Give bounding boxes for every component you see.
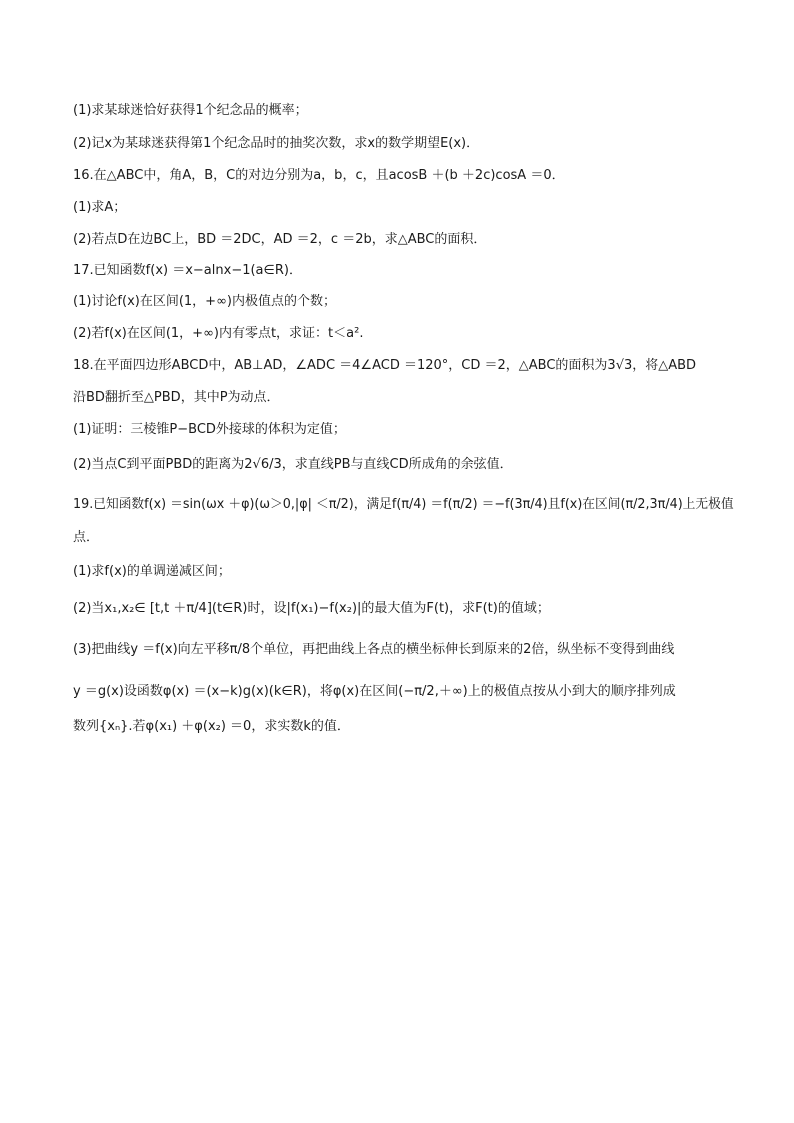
q16-stem: 16.在△ABC中，角A，B，C的对边分别为a，b，c，且acosB ＋(b ＋2c)cosA ＝0． <box>73 168 565 183</box>
q19-part3-line1: (3)把曲线y ＝f(x)向左平移π/8个单位，再把曲线上各点的横坐标伸长到原来的2倍，纵坐标不变得到曲线 <box>73 642 675 657</box>
q17-stem: 17.已知函数f(x) ＝x−alnx−1(a∈R)． <box>73 263 302 278</box>
q19-stem-line2: 点． <box>73 530 100 545</box>
q19-part1: (1)求f(x)的单调递减区间； <box>73 564 231 579</box>
q16-part1: (1)求A； <box>73 200 127 215</box>
q19-part3-line2: y ＝g(x)设函数φ(x) ＝(x−k)g(x)(k∈R)，将φ(x)在区间(−π/2,＋∞)上的极值点按从小到大的顺序排列成 <box>73 684 676 699</box>
q18-part2: (2)当点C到平面PBD的距离为2√6/3，求直线PB与直线CD所成角的余弦值． <box>73 457 513 472</box>
q17-part2: (2)若f(x)在区间(1，+∞)内有零点t，求证：t＜a². <box>73 326 364 341</box>
q18-part1: (1)证明：三棱锥P−BCD外接球的体积为定值； <box>73 422 346 437</box>
q17-part1: (1)讨论f(x)在区间(1，+∞)内极值点的个数； <box>73 294 336 309</box>
q18-stem-line2: 沿BD翻折至△PBD，其中P为动点． <box>73 390 280 405</box>
q16-part2: (2)若点D在边BC上，BD ＝2DC，AD ＝2，c ＝2b，求△ABC的面积． <box>73 232 487 247</box>
q19-part2: (2)当x₁,x₂∈ [t,t ＋π/4](t∈R)时，设|f(x₁)−f(x₂)|的最大值为F(t)，求F(t)的值域； <box>73 601 550 616</box>
q19-stem-line1: 19.已知函数f(x) ＝sin(ωx ＋φ)(ω＞0,|φ| ＜π/2)，满足f(π/4) ＝f(π/2) ＝−f(3π/4)且f(x)在区间(π/2,3π/4)上无极值 <box>73 497 734 512</box>
q15-part2: (2)记x为某球迷获得第1个纪念品时的抽奖次数，求x的数学期望E(x)． <box>73 136 480 151</box>
q19-part3-line3: 数列{xₙ}.若φ(x₁) ＋φ(x₂) ＝0，求实数k的值． <box>73 719 350 734</box>
q15-part1: (1)求某球迷恰好获得1个纪念品的概率； <box>73 103 308 118</box>
q18-stem-line1: 18.在平面四边形ABCD中，AB⊥AD，∠ADC ＝4∠ACD ＝120°，CD ＝2，△ABC的面积为3√3，将△ABD <box>73 358 697 373</box>
